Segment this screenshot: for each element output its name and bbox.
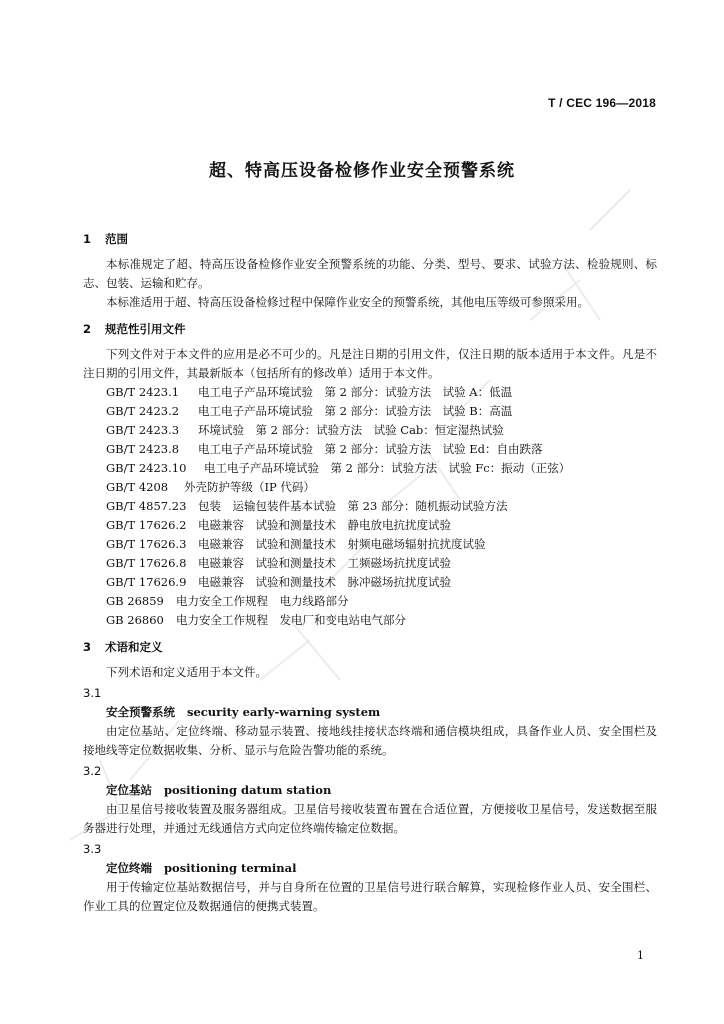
reference-item <box>83 535 657 554</box>
term-number: 3.3 <box>83 842 102 856</box>
reference-code: GB/T 2423.1 <box>106 385 180 399</box>
section-2-heading <box>83 320 657 339</box>
reference-code: GB/T 2423.8 <box>106 442 180 456</box>
reference-code: GB/T 4208 <box>106 480 169 494</box>
reference-code: GB/T 2423.2 <box>106 404 180 418</box>
reference-title: 电工电子产品环境试验 第 2 部分：试验方法 试验 B：高温 <box>198 404 513 418</box>
term-number: 3.1 <box>83 686 102 700</box>
reference-code: GB 26860 <box>106 613 164 627</box>
term-english: positioning datum station <box>164 783 332 797</box>
term-heading <box>83 859 657 878</box>
reference-title: 电磁兼容 试验和测量技术 脉冲磁场抗扰度试验 <box>198 575 451 589</box>
reference-code: GB/T 17626.3 <box>106 537 187 551</box>
references-intro: 下列文件对于本文件的应用是必不可少的。凡是注日期的引用文件，仅注日期的版本适用于本文件。凡是不注日期的引用文件，其最新版本（包括所有的修改单）适用于本文件。 <box>83 347 657 380</box>
term-heading <box>83 703 657 722</box>
reference-code: GB/T 2423.3 <box>106 423 180 437</box>
reference-title: 电磁兼容 试验和测量技术 工频磁场抗扰度试验 <box>198 556 451 570</box>
term-english: positioning terminal <box>164 861 297 875</box>
reference-title: 电工电子产品环境试验 第 2 部分：试验方法 试验 A：低温 <box>198 385 513 399</box>
reference-title: 电力安全工作规程 发电厂和变电站电气部分 <box>176 613 406 627</box>
reference-item <box>83 611 657 630</box>
section-number: 1 <box>83 232 92 246</box>
reference-title: 电磁兼容 试验和测量技术 射频电磁场辐射抗扰度试验 <box>198 537 486 551</box>
section-title: 术语和定义 <box>105 640 163 654</box>
reference-code: GB/T 17626.9 <box>106 575 187 589</box>
standard-code: T / CEC 196—2018 <box>548 96 656 110</box>
reference-item <box>83 592 657 611</box>
terms-intro: 下列术语和定义适用于本文件。 <box>106 665 267 679</box>
reference-title: 电磁兼容 试验和测量技术 静电放电抗扰度试验 <box>198 518 451 532</box>
reference-item <box>83 421 657 440</box>
term-number: 3.2 <box>83 764 102 778</box>
scope-paragraph-1: 本标准规定了超、特高压设备检修作业安全预警系统的功能、分类、型号、要求、试验方法、检验规则、标志、包装、运输和贮存。 <box>83 257 657 290</box>
reference-item <box>83 459 657 478</box>
reference-item <box>83 573 657 592</box>
term-chinese: 安全预警系统 <box>106 705 175 719</box>
reference-item <box>83 497 657 516</box>
reference-item <box>83 402 657 421</box>
reference-title: 电工电子产品环境试验 第 2 部分：试验方法 试验 Fc：振动（正弦） <box>204 461 571 475</box>
reference-code: GB 26859 <box>106 594 164 608</box>
page-number: 1 <box>637 949 644 962</box>
scope-paragraph-2: 本标准适用于超、特高压设备检修过程中保障作业安全的预警系统，其他电压等级可参照采用。 <box>106 295 589 309</box>
section-1-heading <box>83 230 657 249</box>
term-chinese: 定位基站 <box>106 783 152 797</box>
reference-title: 外壳防护等级（IP 代码） <box>184 480 315 494</box>
term-definition: 由卫星信号接收装置及服务器组成。卫星信号接收装置布置在合适位置，方便接收卫星信号，发送数据至服务器进行处理，并通过无线通信方式向定位终端传输定位数据。 <box>83 802 657 835</box>
reference-title: 包装 运输包装件基本试验 第 23 部分：随机振动试验方法 <box>198 499 508 513</box>
document-title: 超、特高压设备检修作业安全预警系统 <box>209 161 515 181</box>
section-title: 范围 <box>105 232 128 246</box>
document-body <box>83 222 657 916</box>
section-number: 3 <box>83 640 92 654</box>
reference-item <box>83 554 657 573</box>
reference-code: GB/T 17626.2 <box>106 518 187 532</box>
section-number: 2 <box>83 322 92 336</box>
reference-title: 环境试验 第 2 部分：试验方法 试验 Cab：恒定湿热试验 <box>198 423 504 437</box>
reference-item <box>83 383 657 402</box>
reference-title: 电工电子产品环境试验 第 2 部分：试验方法 试验 Ed：自由跌落 <box>198 442 543 456</box>
section-title: 规范性引用文件 <box>105 322 186 336</box>
term-heading <box>83 781 657 800</box>
reference-item <box>83 440 657 459</box>
reference-code: GB/T 17626.8 <box>106 556 187 570</box>
term-definition: 用于传输定位基站数据信号，并与自身所在位置的卫星信号进行联合解算，实现检修作业人员、安全围栏、作业工具的位置定位及数据通信的便携式装置。 <box>83 880 657 913</box>
term-definition: 由定位基站、定位终端、移动显示装置、接地线挂接状态终端和通信模块组成，具备作业人员、安全围栏及接地线等定位数据收集、分析、显示与危险告警功能的系统。 <box>83 724 657 757</box>
reference-title: 电力安全工作规程 电力线路部分 <box>176 594 349 608</box>
reference-code: GB/T 2423.10 <box>106 461 187 475</box>
reference-item <box>83 516 657 535</box>
reference-code: GB/T 4857.23 <box>106 499 187 513</box>
section-3-heading <box>83 638 657 657</box>
term-english: security early-warning system <box>187 705 381 719</box>
reference-item <box>83 478 657 497</box>
term-chinese: 定位终端 <box>106 861 152 875</box>
